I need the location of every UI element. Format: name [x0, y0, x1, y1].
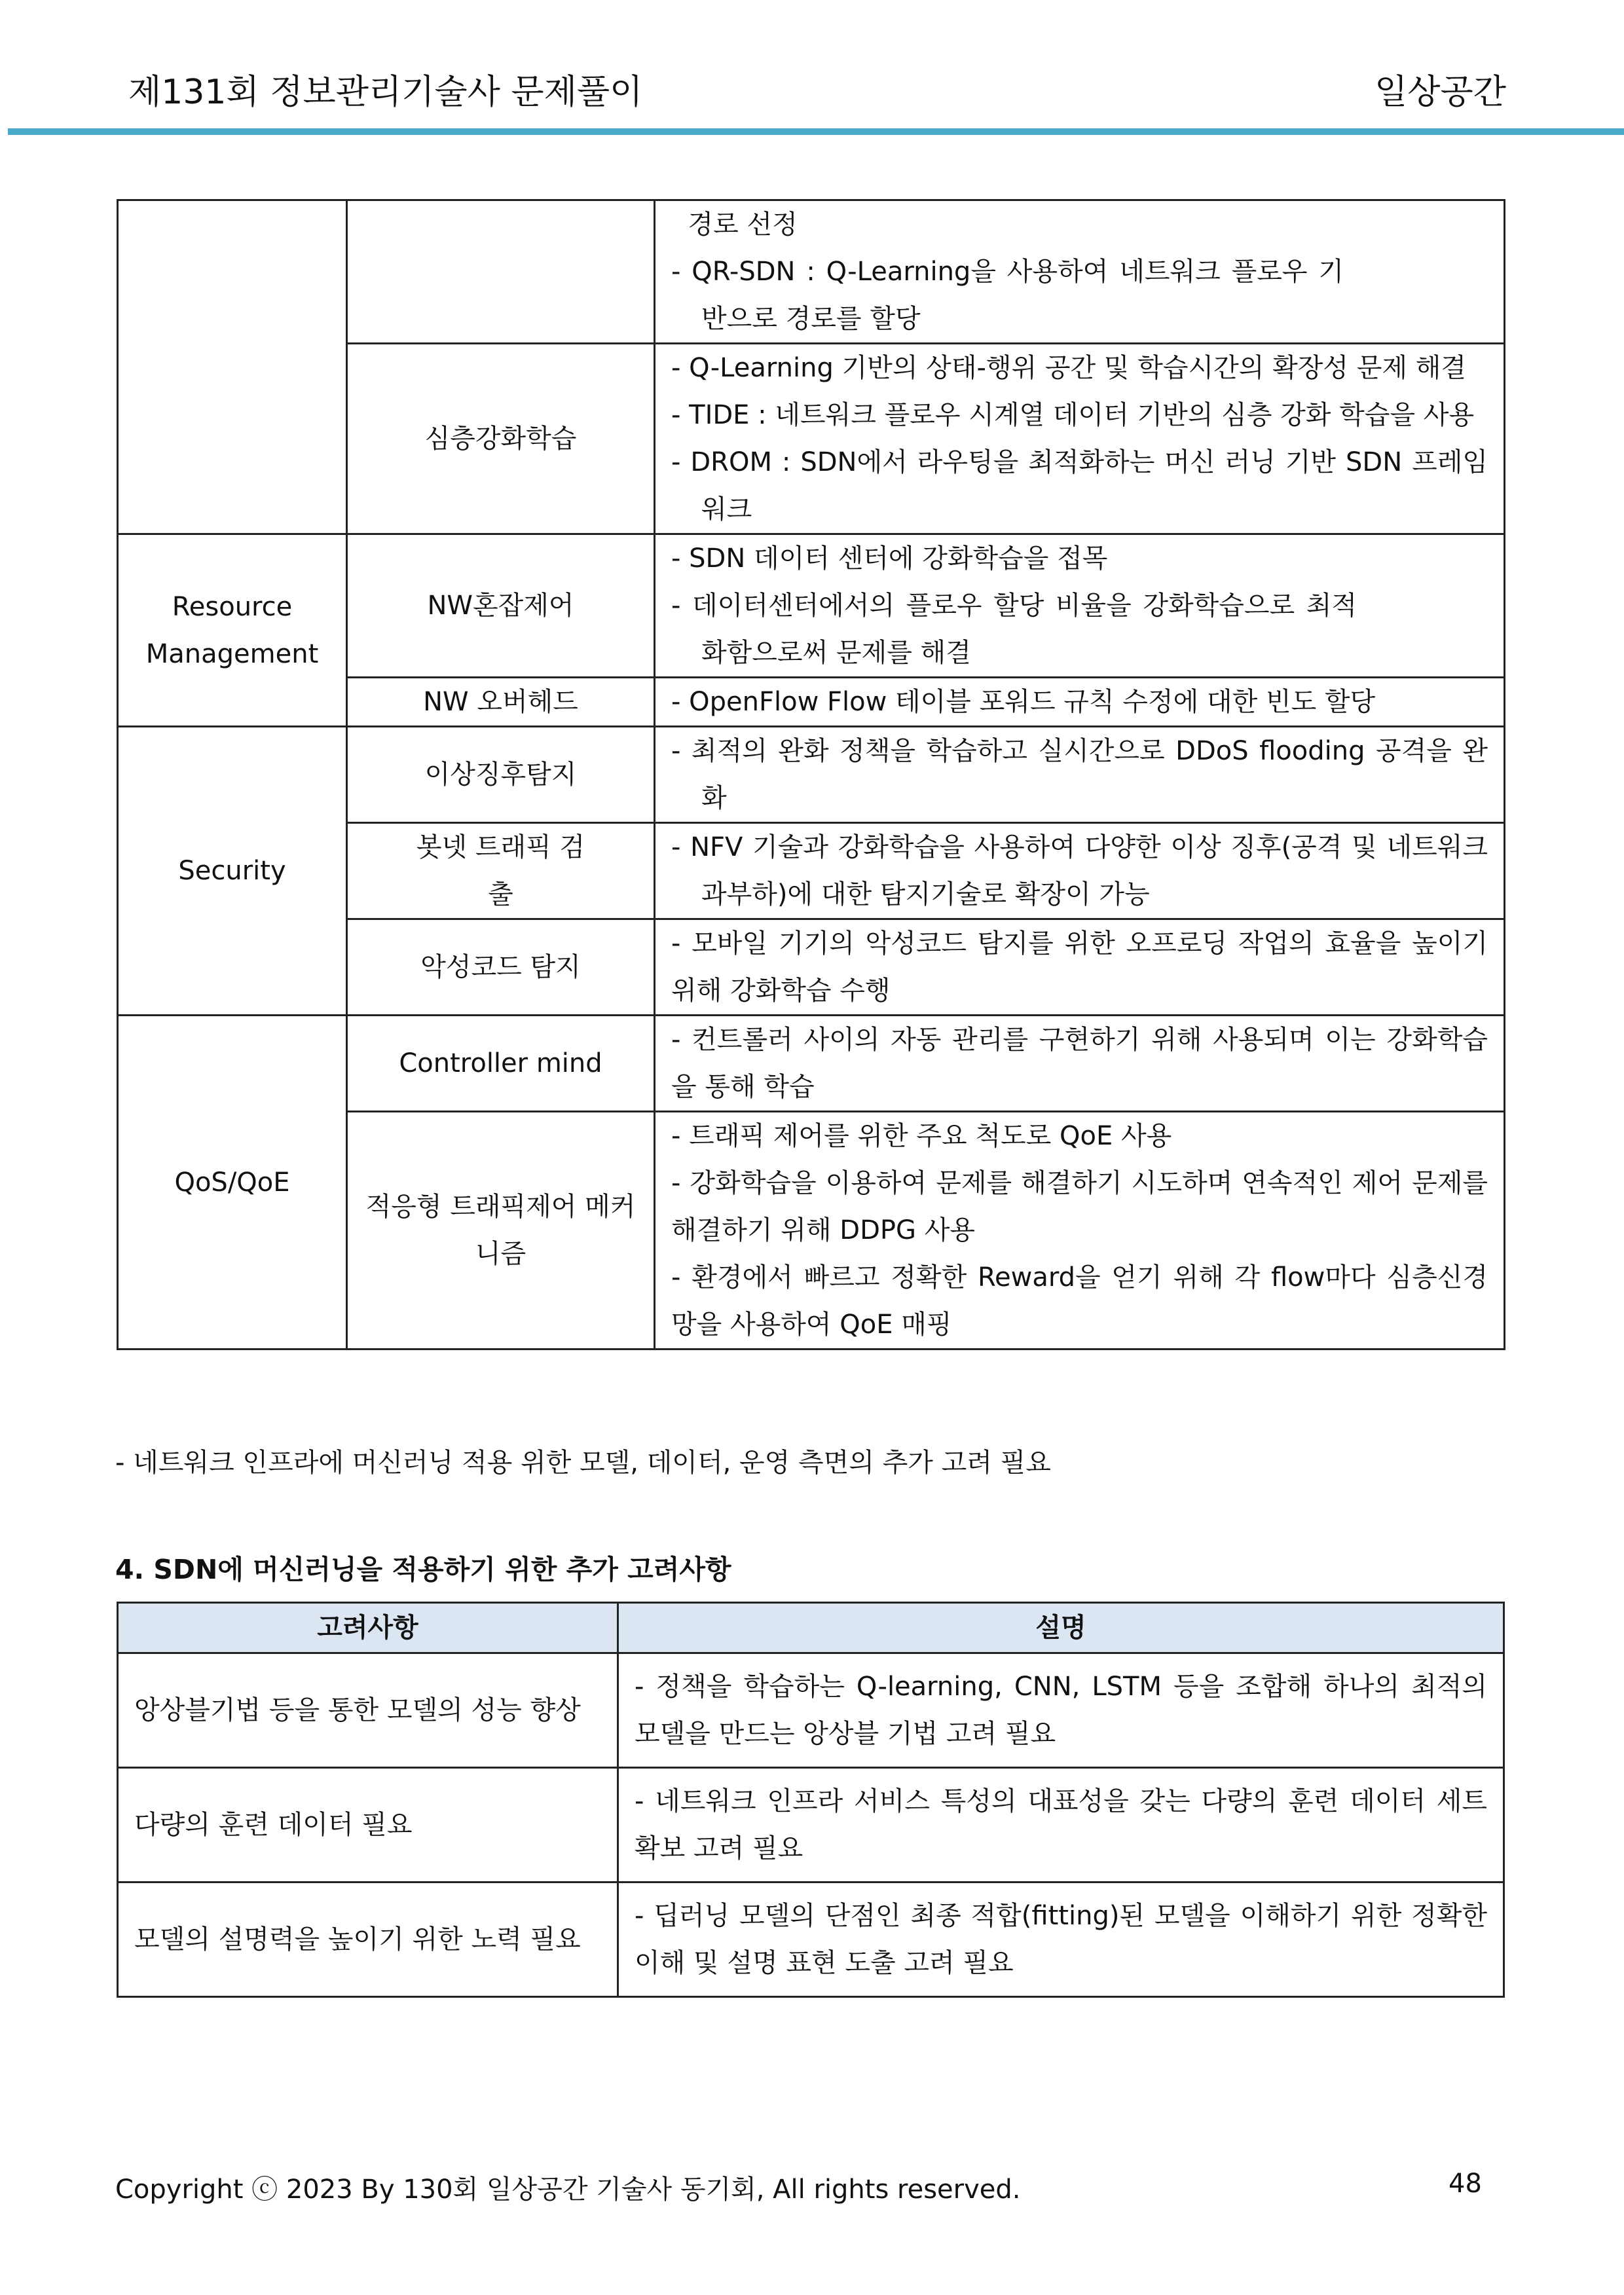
consideration-cell: 다량의 훈련 데이터 필요: [118, 1768, 618, 1882]
table-header-row: [118, 1603, 1504, 1653]
description-line: - 환경에서 빠르고 정확한 Reward을 얻기 위해 각 flow마다 심층신경망을 사용하여 QoE 매핑: [671, 1262, 1488, 1340]
description-cell: [655, 1016, 1505, 1112]
area-cell: Resource Management: [118, 534, 347, 727]
header-divider: [8, 128, 1624, 135]
description-line: - QR-SDN : Q-Learning을 사용하여 네트워크 플로우 기반으로 경로를 할당: [671, 257, 1344, 334]
technique-cell: NW 오버헤드: [347, 678, 655, 727]
explanation-cell: - 네트워크 인프라 서비스 특성의 대표성을 갖는 다량의 훈련 데이터 세트 확보 고려 필요: [618, 1768, 1504, 1882]
description-cell: [655, 344, 1505, 534]
description-line: - 모바일 기기의 악성코드 탐지를 위한 오프로딩 작업의 효율을 높이기 위해 강화학습 수행: [671, 928, 1488, 1006]
column-header: 고려사항: [118, 1603, 618, 1653]
description-line: - 트래픽 제어를 위한 주요 척도로 QoE 사용: [671, 1121, 1172, 1151]
description-line: - OpenFlow Flow 테이블 포워드 규칙 수정에 대한 빈도 할당: [671, 687, 1376, 717]
technique-cell: 적응형 트래픽제어 메커니즘: [347, 1112, 655, 1349]
description-cell: [655, 1112, 1505, 1349]
description-line: - 데이터센터에서의 플로우 할당 비율을 강화학습으로 최적화함으로써 문제를 해결: [671, 591, 1357, 668]
table-row: [118, 534, 1505, 678]
page-number: 48: [1449, 2169, 1482, 2199]
area-cell: [118, 200, 347, 534]
explanation-cell: - 정책을 학습하는 Q-learning, CNN, LSTM 등을 조합해 하나의 최적의 모델을 만드는 앙상블 기법 고려 필요: [618, 1653, 1504, 1768]
table-row: [118, 727, 1505, 823]
description-cell: [655, 200, 1505, 344]
description-line: - DROM : SDN에서 라우팅을 최적화하는 머신 러닝 기반 SDN 프레임워크: [671, 447, 1488, 524]
technique-cell: 봇넷 트래픽 검출: [347, 823, 655, 919]
description-line: - 컨트롤러 사이의 자동 관리를 구현하기 위해 사용되며 이는 강화학습을 통해 학습: [671, 1025, 1488, 1102]
description-line: 경로 선정: [671, 210, 798, 240]
description-line: - 강화학습을 이용하여 문제를 해결하기 시도하며 연속적인 제어 문제를 해결하기 위해 DDPG 사용: [671, 1168, 1488, 1245]
table-row: [118, 1653, 1504, 1768]
section-heading: 4. SDN에 머신러닝을 적용하기 위한 추가 고려사항: [115, 1554, 731, 1585]
table-row: [118, 1882, 1504, 1997]
description-line: - TIDE : 네트워크 플로우 시계열 데이터 기반의 심층 강화 학습을 사용: [671, 400, 1475, 430]
area-cell: Security: [118, 727, 347, 1016]
consideration-cell: 앙상블기법 등을 통한 모델의 성능 향상: [118, 1653, 618, 1768]
column-header: 설명: [618, 1603, 1504, 1653]
table-row: [118, 200, 1505, 344]
description-line: - NFV 기술과 강화학습을 사용하여 다양한 이상 징후(공격 및 네트워크 과부하)에 대한 탐지기술로 확장이 가능: [671, 832, 1488, 909]
description-cell: [655, 919, 1505, 1016]
description-line: - Q-Learning 기반의 상태-행위 공간 및 학습시간의 확장성 문제 해결: [671, 353, 1467, 383]
technique-cell: [347, 200, 655, 344]
table-row: [118, 1016, 1505, 1112]
description-line: - SDN 데이터 센터에 강화학습을 접목: [671, 543, 1108, 574]
consideration-cell: 모델의 설명력을 높이기 위한 노력 필요: [118, 1882, 618, 1997]
table-row: [118, 1768, 1504, 1882]
technique-cell: 심층강화학습: [347, 344, 655, 534]
description-cell: [655, 534, 1505, 678]
description-cell: [655, 823, 1505, 919]
considerations-table: [117, 1602, 1505, 1998]
area-cell: QoS/QoE: [118, 1016, 347, 1349]
copyright-text: Copyright ⓒ 2023 By 130회 일상공간 기술사 동기회, All rights reserved.: [115, 2175, 1021, 2205]
technique-cell: NW혼잡제어: [347, 534, 655, 678]
table-note: - 네트워크 인프라에 머신러닝 적용 위한 모델, 데이터, 운영 측면의 추가 고려 필요: [115, 1448, 1051, 1478]
explanation-cell: - 딥러닝 모델의 단점인 최종 적합(fitting)된 모델을 이해하기 위한 정확한 이해 및 설명 표현 도출 고려 필요: [618, 1882, 1504, 1997]
description-cell: [655, 678, 1505, 727]
technique-cell: 이상징후탐지: [347, 727, 655, 823]
description-cell: [655, 727, 1505, 823]
brand-name: 일상공간: [1375, 73, 1506, 112]
description-line: - 최적의 완화 정책을 학습하고 실시간으로 DDoS flooding 공격을 완화: [671, 736, 1488, 813]
document-title: 제131회 정보관리기술사 문제풀이: [128, 73, 643, 112]
technique-cell: 악성코드 탐지: [347, 919, 655, 1016]
ml-application-table: [117, 199, 1505, 1350]
technique-cell: Controller mind: [347, 1016, 655, 1112]
